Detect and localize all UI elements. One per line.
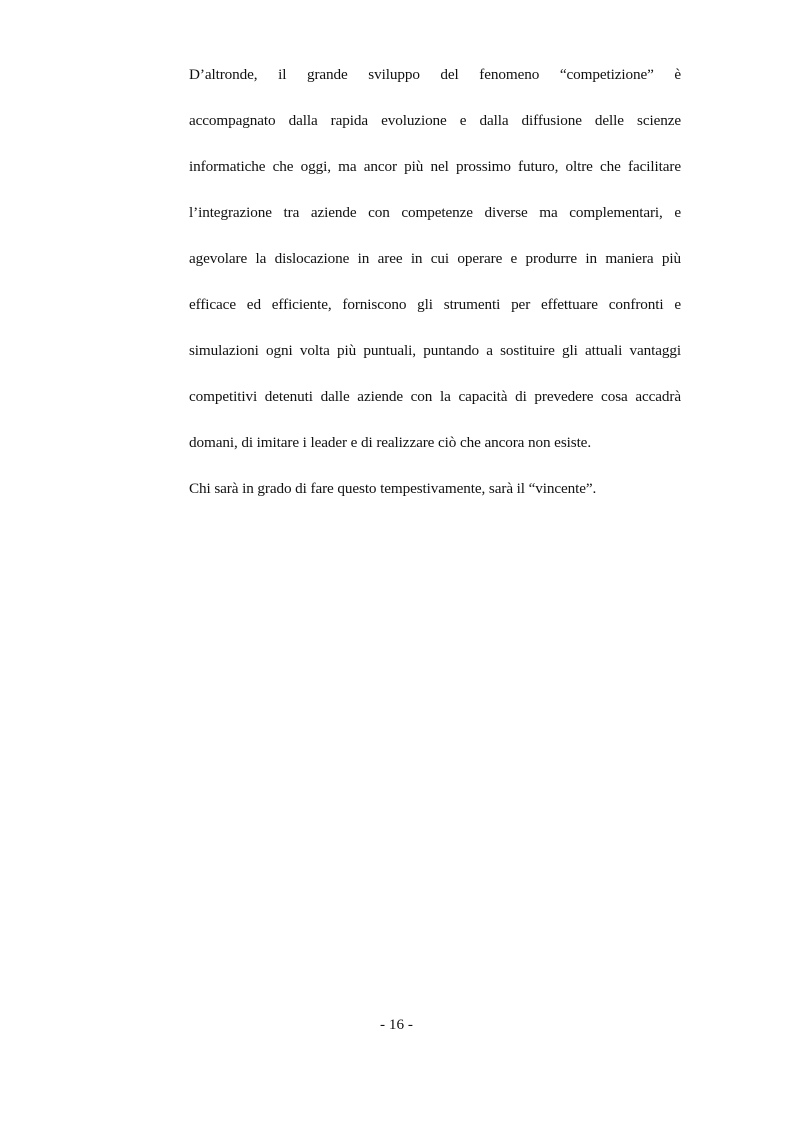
paragraph-line: simulazioni ogni volta più puntuali, puntando a sostituire gli attuali vantaggi xyxy=(189,342,681,359)
body-text xyxy=(189,60,681,504)
paragraph-line: l’integrazione tra aziende con competenze diverse ma complementari, e xyxy=(189,204,681,221)
paragraph-line: D’altronde, il grande sviluppo del fenomeno “competizione” è xyxy=(189,66,681,83)
paragraph-line: domani, di imitare i leader e di realizzare ciò che ancora non esiste. xyxy=(189,434,592,451)
paragraph-line: accompagnato dalla rapida evoluzione e dalla diffusione delle scienze xyxy=(189,112,681,129)
paragraph-line: informatiche che oggi, ma ancor più nel prossimo futuro, oltre che facilitare xyxy=(189,158,681,175)
page-number: - 16 - xyxy=(380,1016,413,1033)
paragraph-line: efficace ed efficiente, forniscono gli strumenti per effettuare confronti e xyxy=(189,296,681,313)
paragraph-line: agevolare la dislocazione in aree in cui operare e produrre in maniera più xyxy=(189,250,681,267)
paragraph-line: Chi sarà in grado di fare questo tempestivamente, sarà il “vincente”. xyxy=(189,480,597,497)
paragraph-2 xyxy=(189,474,681,504)
paragraph-1 xyxy=(189,60,681,458)
paragraph-line: competitivi detenuti dalle aziende con la capacità di prevedere cosa accadrà xyxy=(189,388,681,405)
